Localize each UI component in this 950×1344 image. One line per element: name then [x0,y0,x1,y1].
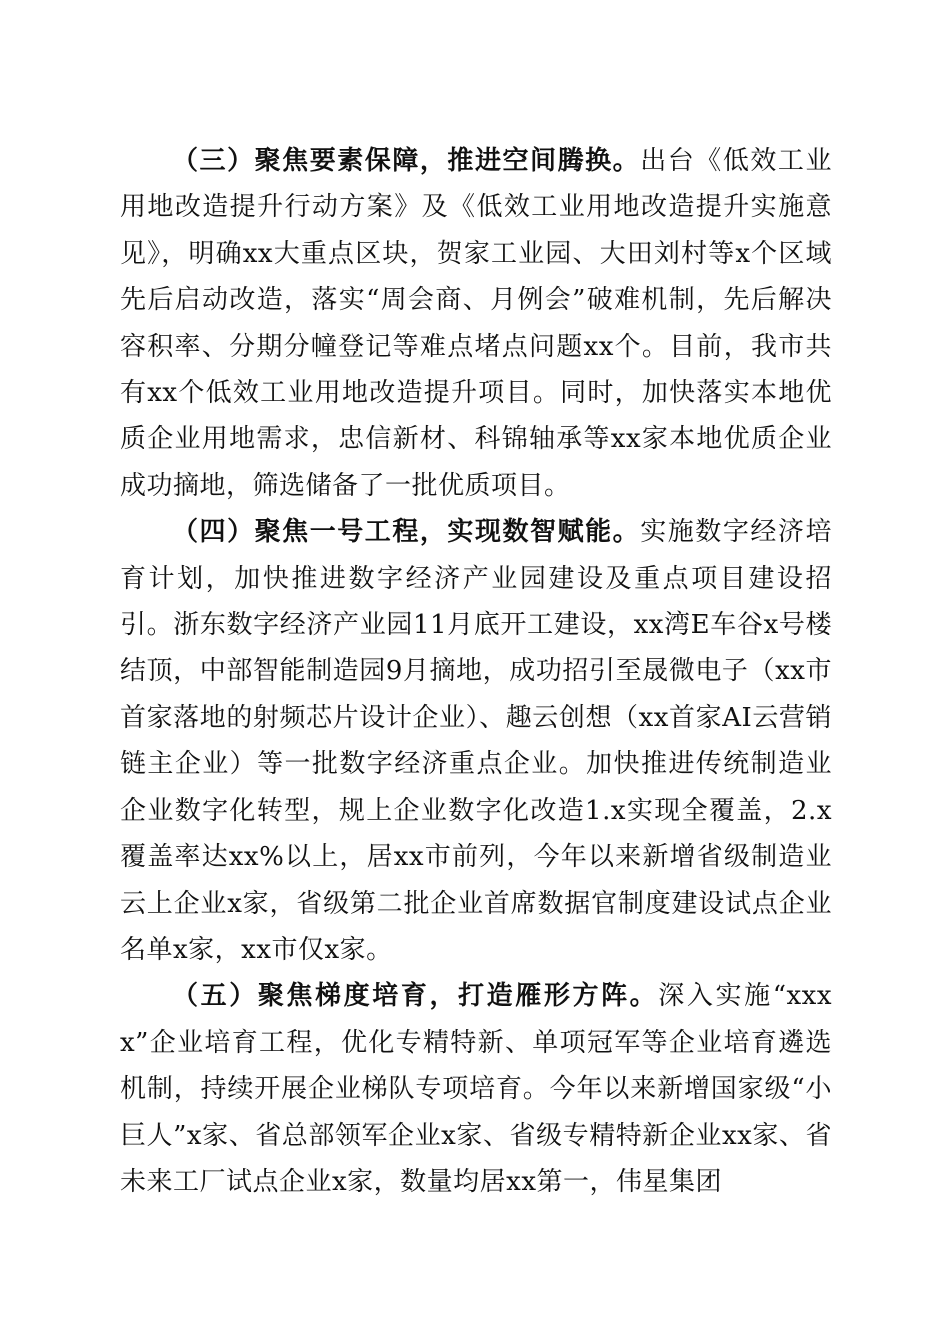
paragraph-3-heading: （三）聚焦要素保障，推进空间腾换。 [172,146,641,176]
paragraph-5-heading: （五）聚焦梯度培育，打造雁形方阵。 [172,981,659,1012]
paragraph-4 [120,509,832,973]
paragraph-5-body: 深入实施“xxxx”企业培育工程，优化专精特新、单项冠军等企业培育遴选机制，持续开展企业梯队专项培育。今年以来新增国家级“小巨人”x家、省总部领军企业x家、省级专精特新企业xx家、省未来工厂试点企业x家，数量均居xx第一，伟星集团 [120,981,832,1197]
paragraph-5 [120,973,832,1205]
paragraph-4-body: 实施数字经济培育计划，加快推进数字经济产业园建设及重点项目建设招引。浙东数字经济产业园11月底开工建设，xx湾E车谷x号楼结顶，中部智能制造园9月摘地，成功招引至晟微电子（xx市首家落地的射频芯片设计企业）、趣云创想（xx首家AI云营销链主企业）等一批数字经济重点企业。加快推进传统制造业企业数字化转型，规上企业数字化改造1.x实现全覆盖，2.x覆盖率达xx%以上，居xx市前列，今年以来新增省级制造业云上企业x家，省级第二批企业首席数据官制度建设试点企业名单x家，xx市仅x家。 [120,517,832,965]
paragraph-3 [120,138,832,509]
paragraph-4-heading: （四）聚焦一号工程，实现数智赋能。 [172,517,641,548]
document-body [120,138,832,1205]
paragraph-3-body: 出台《低效工业用地改造提升行动方案》及《低效工业用地改造提升实施意见》，明确xx大重点区块，贺家工业园、大田刘村等x个区域先后启动改造，落实“周会商、月例会”破难机制，先后解决容积率、分期分幢登记等难点堵点问题xx个。目前，我市共有xx个低效工业用地改造提升项目。同时，加快落实本地优质企业用地需求，忠信新材、科锦轴承等xx家本地优质企业成功摘地，筛选储备了一批优质项目。 [120,146,832,501]
